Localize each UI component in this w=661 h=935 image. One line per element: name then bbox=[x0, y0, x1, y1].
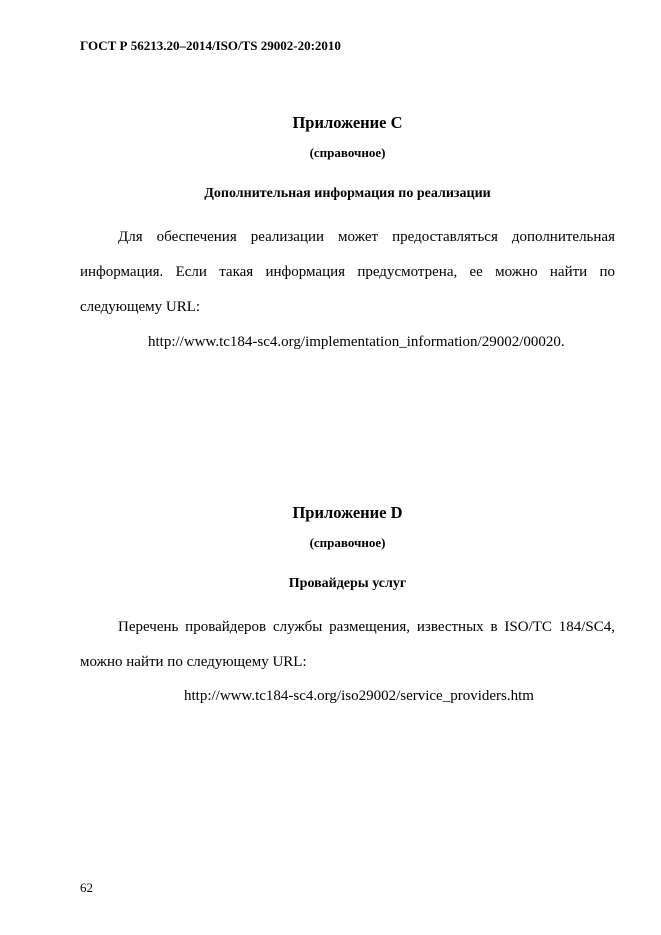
annex-c-url: http://www.tc184-sc4.org/implementation_information/29002/00020. bbox=[148, 334, 565, 350]
annex-d-heading: Провайдеры услуг bbox=[288, 576, 407, 591]
annex-d-title: Приложение D bbox=[292, 503, 403, 522]
annex-c-status: (справочное) bbox=[309, 145, 386, 160]
annex-d-status: (справочное) bbox=[309, 535, 386, 550]
annex-d-paragraph: Перечень провайдеров службы размещения, известных в ISO/TC 184/SC4, можно найти по следующему URL: bbox=[80, 619, 615, 670]
page-number: 62 bbox=[80, 880, 93, 895]
annex-d-url: http://www.tc184-sc4.org/iso29002/service_providers.htm bbox=[184, 688, 534, 704]
document-header: ГОСТ Р 56213.20–2014/ISO/TS 29002-20:2010 bbox=[80, 38, 341, 53]
annex-c-paragraph: Для обеспечения реализации может предоставляться дополнительная информация. Если такая информация предусмотрена, ее можно найти по следующему URL: bbox=[80, 229, 615, 315]
annex-c-title: Приложение С bbox=[292, 113, 403, 132]
annex-c-heading: Дополнительная информация по реализации bbox=[204, 186, 491, 201]
